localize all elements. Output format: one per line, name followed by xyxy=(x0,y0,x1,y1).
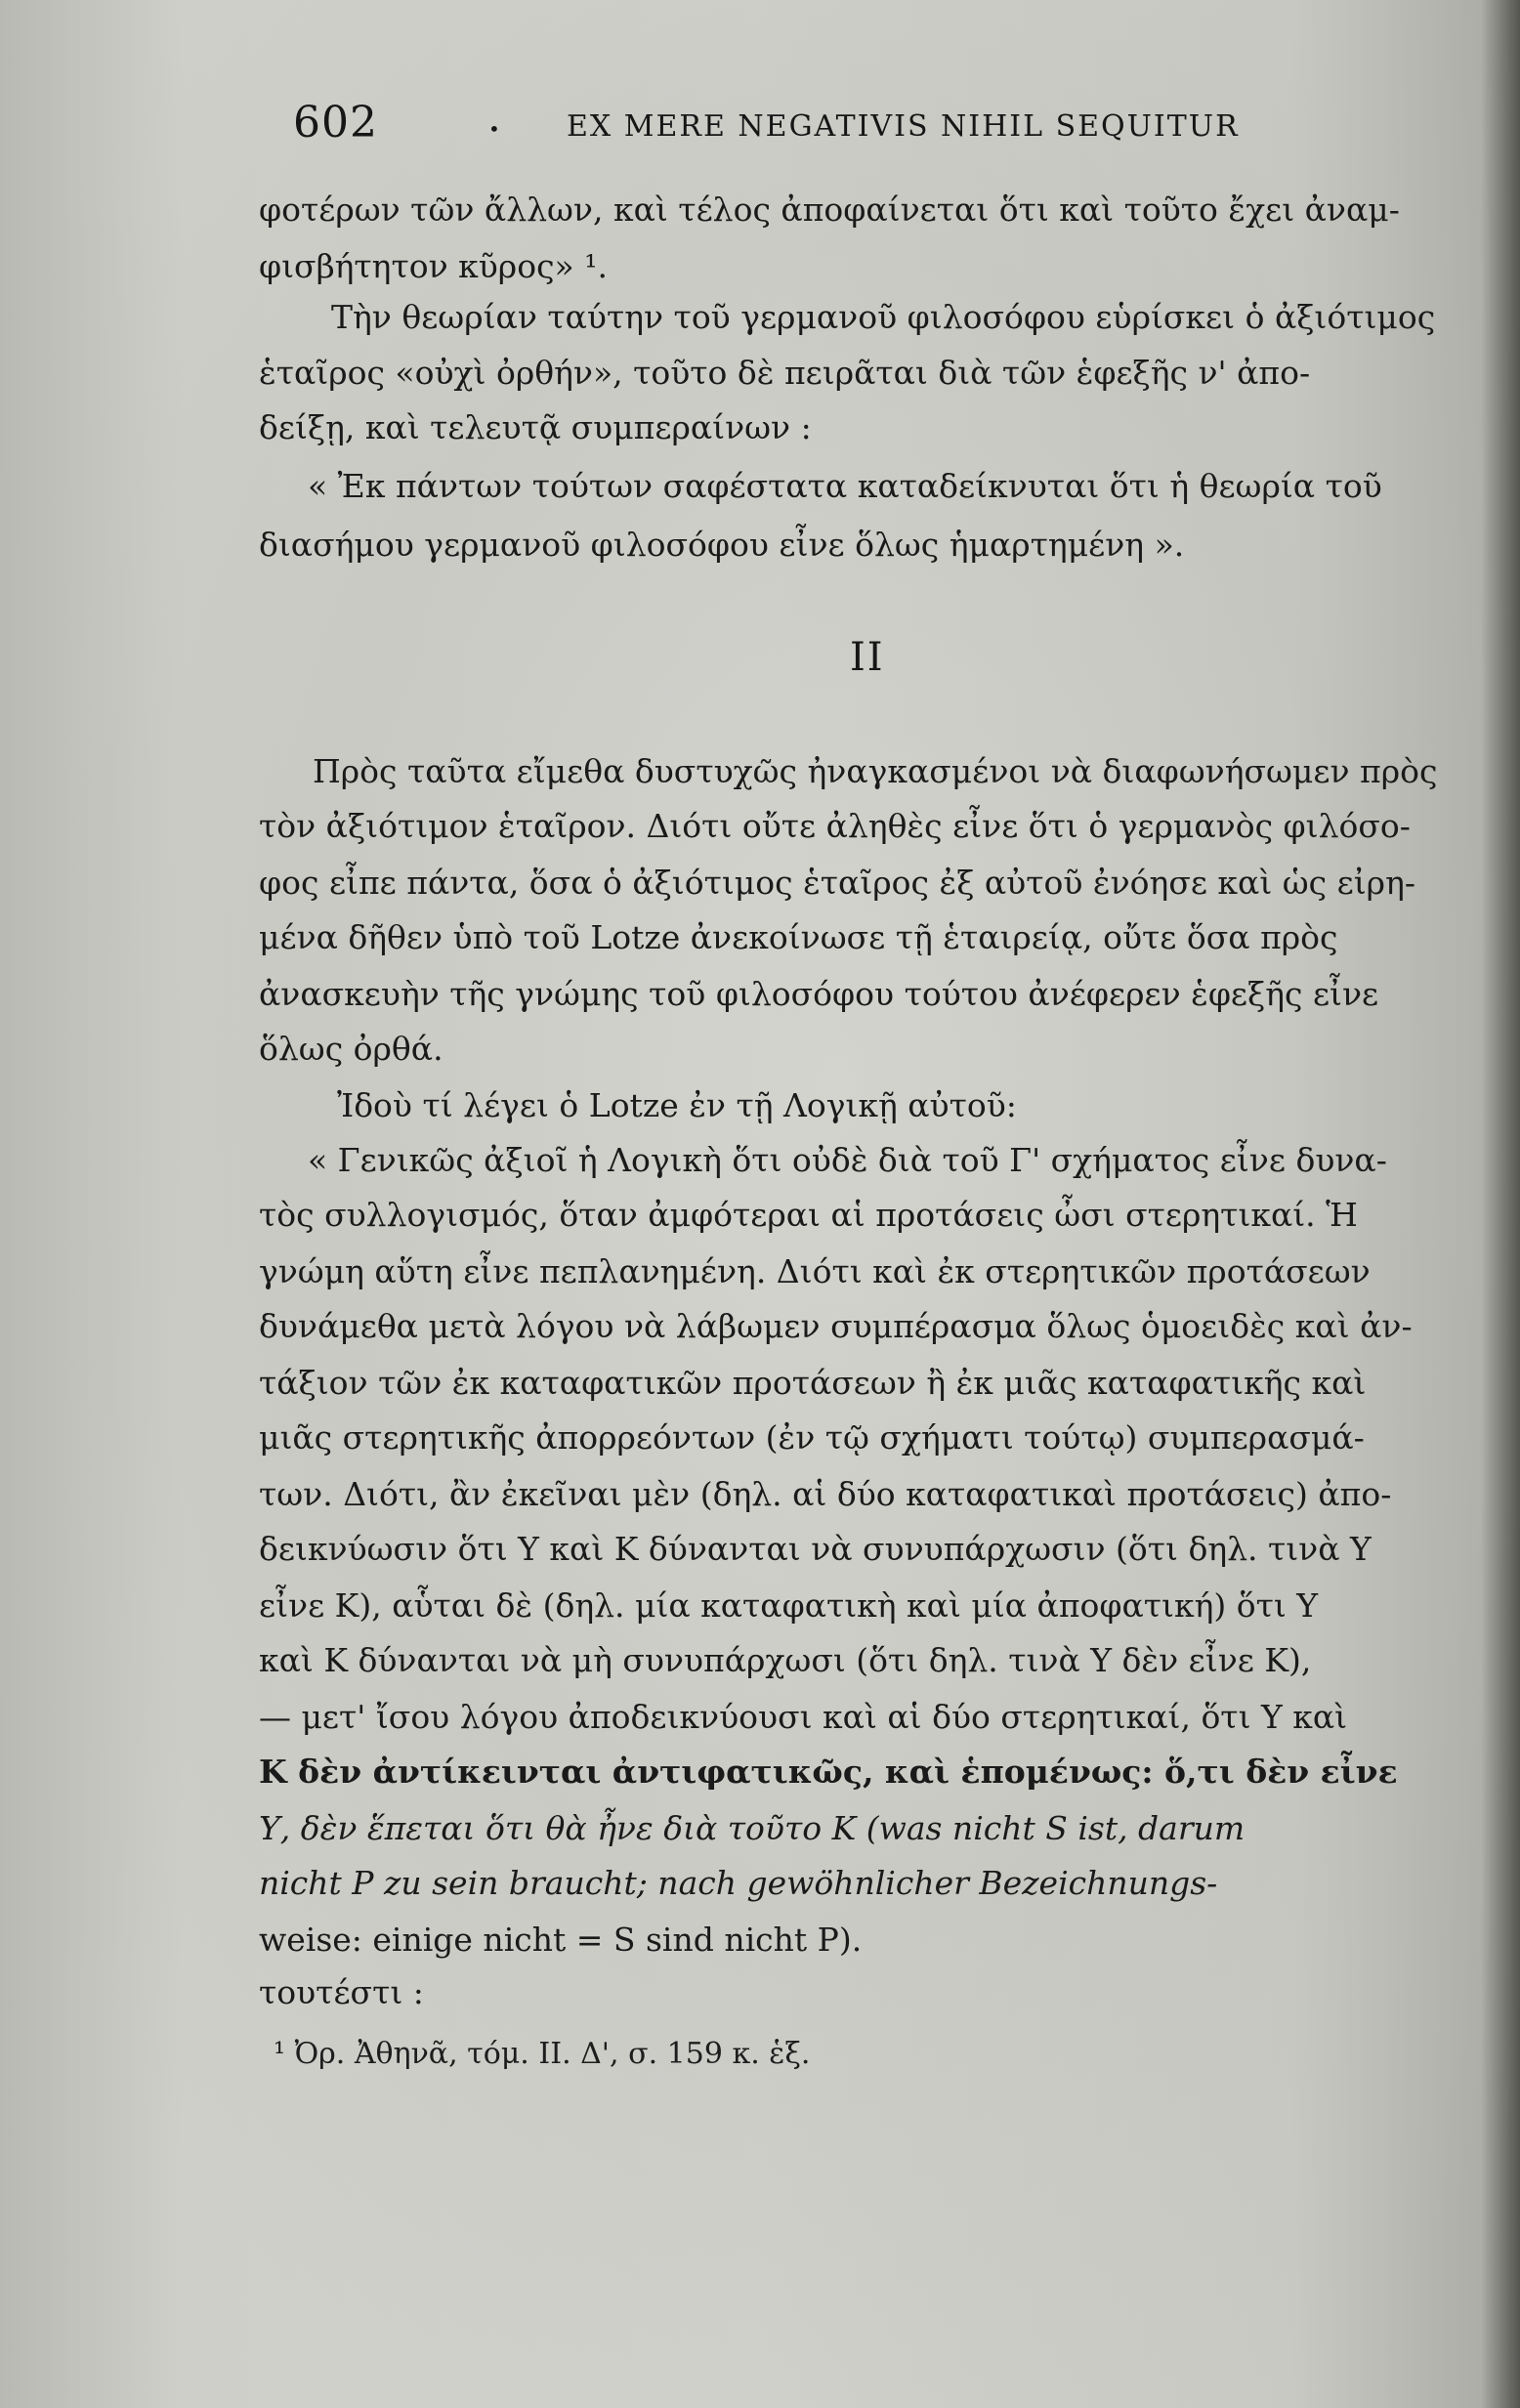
text-line: « Ἐκ πάντων τούτων σαφέστατα καταδείκνυται ὅτι ἡ θεωρία τοῦ xyxy=(308,467,1382,505)
text-line: δυνάμεθα μετὰ λόγου νὰ λάβωμεν συμπέρασμα ὅλως ὁμοειδὲς καὶ ἀν- xyxy=(259,1307,1413,1345)
text-line: ἀνασκευὴν τῆς γνώμης τοῦ φιλοσόφου τούτου ἀνέφερεν ἑφεξῆς εἶνε xyxy=(259,975,1379,1013)
text-line: τουτέστι : xyxy=(259,1973,424,2011)
text-line: — μετ' ἴσου λόγου ἀποδεικνύουσι καὶ αἱ δύο στερητικαί, ὅτι Υ καὶ xyxy=(259,1698,1348,1736)
text-line: διασήμου γερμανοῦ φιλοσόφου εἶνε ὅλως ἡμαρτημένη ». xyxy=(259,526,1185,564)
text-line: των. Διότι, ἂν ἐκεῖναι μὲν (δηλ. αἱ δύο καταφατικαὶ προτάσεις) ἀπο- xyxy=(259,1475,1392,1513)
running-head: EX MERE NEGATIVIS NIHIL SEQUITUR xyxy=(567,109,1240,144)
text-line: Πρὸς ταῦτα εἴμεθα δυστυχῶς ἠναγκασμένοι νὰ διαφωνήσωμεν πρὸς xyxy=(313,752,1438,790)
text-line: τὸν ἀξιότιμον ἑταῖρον. Διότι οὔτε ἀληθὲς εἶνε ὅτι ὁ γερμανὸς φιλόσο- xyxy=(259,807,1411,845)
text-line: nicht P zu sein braucht; nach gewöhnlicher Bezeichnungs- xyxy=(259,1864,1218,1902)
text-line: Κ δὲν ἀντίκεινται ἀντιφατικῶς, καὶ ἑπομένως: ὅ,τι δὲν εἶνε xyxy=(259,1753,1398,1791)
text-line: δεικνύωσιν ὅτι Υ καὶ Κ δύνανται νὰ συνυπάρχωσιν (ὅτι δηλ. τινὰ Υ xyxy=(259,1530,1372,1568)
text-line: γνώμη αὕτη εἶνε πεπλανημένη. Διότι καὶ ἐκ στερητικῶν προτάσεων xyxy=(259,1252,1371,1290)
text-line: weise: einige nicht = S sind nicht P). xyxy=(259,1921,863,1959)
page-number: 602 xyxy=(293,98,378,148)
header-ornament: • xyxy=(488,117,500,141)
page-edge-shadow xyxy=(1481,0,1520,2408)
footnote: ¹ Ὀρ. Ἀθηνᾶ, τόμ. II. Δ', σ. 159 κ. ἑξ. xyxy=(274,2037,811,2071)
text-line: φισβήτητον κῦρος» ¹. xyxy=(259,247,608,285)
text-line: Τὴν θεωρίαν ταύτην τοῦ γερμανοῦ φιλοσόφου εὑρίσκει ὁ ἀξιότιμος xyxy=(331,298,1436,336)
text-line: μένα δῆθεν ὑπὸ τοῦ Lotze ἀνεκοίνωσε τῇ ἑταιρείᾳ, οὔτε ὅσα πρὸς xyxy=(259,918,1338,956)
text-line: μιᾶς στερητικῆς ἀπορρεόντων (ἐν τῷ σχήματι τούτῳ) συμπερασμά- xyxy=(259,1418,1365,1457)
text-line: δείξῃ, καὶ τελευτᾷ συμπεραίνων : xyxy=(259,408,812,446)
text-line: τάξιον τῶν ἐκ καταφατικῶν προτάσεων ἢ ἐκ μιᾶς καταφατικῆς καὶ xyxy=(259,1364,1367,1402)
text-line: φοτέρων τῶν ἄλλων, καὶ τέλος ἀποφαίνεται ὅτι καὶ τοῦτο ἔχει ἀναμ- xyxy=(259,190,1400,229)
text-line: « Γενικῶς ἀξιοῖ ἡ Λογικὴ ὅτι οὐδὲ διὰ τοῦ Γ' σχήματος εἶνε δυνα- xyxy=(308,1141,1387,1179)
text-line: εἶνε Κ), αὗται δὲ (δηλ. μία καταφατικὴ καὶ μία ἀποφατική) ὅτι Υ xyxy=(259,1586,1319,1625)
page-header xyxy=(293,98,1270,156)
text-line: ἑταῖρος «οὐχὶ ὀρθήν», τοῦτο δὲ πειρᾶται διὰ τῶν ἑφεξῆς ν' ἀπο- xyxy=(259,354,1311,392)
text-line: Υ, δὲν ἕπεται ὅτι θὰ ἦνε διὰ τοῦτο Κ (was nicht S ist, darum xyxy=(259,1809,1246,1847)
text-line: καὶ Κ δύνανται νὰ μὴ συνυπάρχωσι (ὅτι δηλ. τινὰ Υ δὲν εἶνε Κ), xyxy=(259,1641,1312,1679)
text-line: ὅλως ὀρθά. xyxy=(259,1030,443,1068)
text-line: φος εἶπε πάντα, ὅσα ὁ ἀξιότιμος ἑταῖρος ἐξ αὐτοῦ ἐνόησε καὶ ὡς εἰρη- xyxy=(259,864,1416,902)
text-line: τὸς συλλογισμός, ὅταν ἀμφότεραι αἱ προτάσεις ὦσι στερητικαί. Ἡ xyxy=(259,1196,1358,1234)
text-line: Ἰδοὺ τί λέγει ὁ Lotze ἐν τῇ Λογικῇ αὐτοῦ: xyxy=(337,1086,1017,1124)
section-number: II xyxy=(850,635,885,680)
